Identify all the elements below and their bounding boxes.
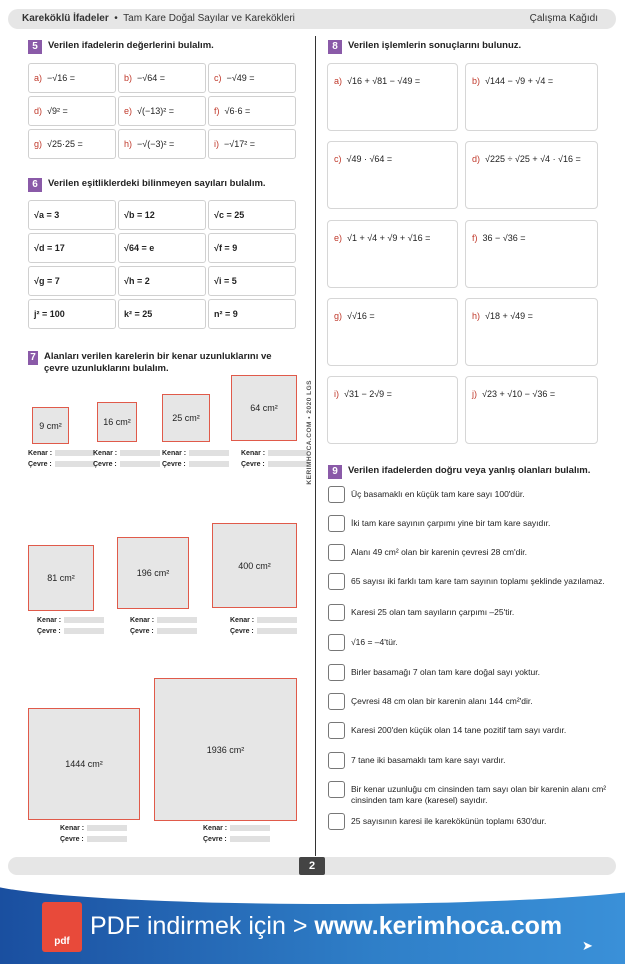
q5-item-label: e) <box>124 106 133 116</box>
q9-statement: Karesi 25 olan tam sayıların çarpımı –25'tir. <box>351 607 515 617</box>
cevre-label: Çevre : <box>130 628 154 635</box>
cevre-field[interactable] <box>93 461 160 468</box>
q8-item-content <box>334 311 375 321</box>
q5-item-expr: −√64 = <box>137 73 165 83</box>
q9-item-11 <box>328 813 613 830</box>
q5-item-label: d) <box>34 106 43 116</box>
cevre-line[interactable] <box>64 628 104 634</box>
cevre-label: Çevre : <box>60 836 84 843</box>
q6-item-expr: √d = 17 <box>34 243 65 253</box>
square-0 <box>32 407 69 444</box>
square-area: 25 cm² <box>172 413 200 423</box>
q8-item-expr: √225 ÷ √25 + √4 · √16 = <box>485 154 581 164</box>
square-2 <box>162 394 210 442</box>
q8-item-5[interactable] <box>465 220 598 288</box>
kenar-field[interactable] <box>60 825 127 832</box>
page-number: 2 <box>299 857 325 875</box>
q5-item-7[interactable] <box>118 129 206 159</box>
square-area: 9 cm² <box>39 420 62 431</box>
q6-title: Verilen eşitliklerdeki bilinmeyen sayıları bulalım. <box>48 178 266 189</box>
q8-item-content <box>472 311 533 321</box>
q8-item-label: g) <box>334 311 343 321</box>
q8-item-expr: √31 − 2√9 = <box>344 389 392 399</box>
square-area: 81 cm² <box>47 573 75 583</box>
kenar-line[interactable] <box>257 617 297 623</box>
q9-statement: Bir kenar uzunluğu cm cinsinden tam sayı olan bir karenin alanı cm² cinsinden tam kare (karesel) sayıdır. <box>351 784 607 805</box>
q5-number: 5 <box>28 40 42 54</box>
cevre-field[interactable] <box>162 461 229 468</box>
side-watermark: KERIMHOCA.COM • 2020 LGS <box>306 380 313 485</box>
q9-heading <box>328 465 590 479</box>
square-area: 1936 cm² <box>206 744 245 755</box>
cevre-line[interactable] <box>230 836 270 842</box>
cevre-field[interactable] <box>203 836 270 843</box>
q6-item-expr: j² = 100 <box>34 309 65 319</box>
header-subtitle: Tam Kare Doğal Sayılar ve Karekökleri <box>123 13 295 24</box>
q8-item-label: b) <box>472 76 481 86</box>
kenar-line[interactable] <box>87 825 127 831</box>
q7-title: Alanları verilen karelerin bir kenar uzunluklarını ve çevre uzunluklarını bulalım. <box>44 351 272 374</box>
q8-item-label: h) <box>472 311 481 321</box>
kenar-line[interactable] <box>268 450 308 456</box>
q9-checkbox[interactable] <box>328 634 345 651</box>
q9-checkbox[interactable] <box>328 693 345 710</box>
q5-item-label: g) <box>34 139 43 149</box>
q5-item-expr: √9² = <box>47 106 68 116</box>
q6-item-11[interactable] <box>208 299 296 329</box>
cevre-field[interactable] <box>37 628 104 635</box>
kenar-field[interactable] <box>203 825 270 832</box>
q9-number: 9 <box>328 465 342 479</box>
q8-item-content <box>334 76 420 86</box>
cevre-label: Çevre : <box>93 461 117 468</box>
q9-item-1 <box>328 515 613 532</box>
cevre-field[interactable] <box>230 628 297 635</box>
banner-prefix: PDF indirmek için > <box>90 912 315 940</box>
q5-item-label: f) <box>214 106 220 116</box>
cevre-line[interactable] <box>268 461 308 467</box>
q8-item-content <box>472 154 581 164</box>
kenar-label: Kenar : <box>241 450 266 457</box>
q5-heading <box>28 40 214 54</box>
square-8 <box>154 678 297 821</box>
square-area: 196 cm² <box>136 568 170 578</box>
q6-item-expr: √h = 2 <box>124 276 150 286</box>
q9-item-2 <box>328 544 613 561</box>
cevre-line[interactable] <box>55 461 95 467</box>
q5-item-8[interactable] <box>208 129 296 159</box>
square-4 <box>28 545 94 611</box>
kenar-label: Kenar : <box>28 450 53 457</box>
q6-item-expr: k² = 25 <box>124 309 153 319</box>
q5-item-label: b) <box>124 73 133 83</box>
q6-item-expr: √g = 7 <box>34 276 60 286</box>
q5-item-label: h) <box>124 139 133 149</box>
cevre-line[interactable] <box>257 628 297 634</box>
q5-item-2[interactable] <box>208 63 296 93</box>
kenar-line[interactable] <box>157 617 197 623</box>
q9-checkbox[interactable] <box>328 573 345 590</box>
kenar-field[interactable] <box>37 617 104 624</box>
column-divider <box>315 36 316 856</box>
q9-checkbox[interactable] <box>328 664 345 681</box>
q6-item-7[interactable] <box>118 266 206 296</box>
q6-item-expr: √c = 25 <box>214 210 245 220</box>
q6-item-expr: n² = 9 <box>214 309 238 319</box>
kenar-line[interactable] <box>64 617 104 623</box>
q6-item-8[interactable] <box>208 266 296 296</box>
q5-title: Verilen ifadelerin değerlerini bulalım. <box>48 40 214 51</box>
kenar-label: Kenar : <box>130 617 155 624</box>
q9-statement: İki tam kare sayının çarpımı yine bir tam kare sayıdır. <box>351 518 551 528</box>
q9-item-3 <box>328 573 613 590</box>
q9-checkbox[interactable] <box>328 752 345 769</box>
q9-item-5 <box>328 634 613 651</box>
q9-checkbox[interactable] <box>328 781 345 798</box>
banner-url[interactable]: www.kerimhoca.com <box>314 912 563 940</box>
square-area: 400 cm² <box>238 560 271 571</box>
q5-item-label: c) <box>214 73 222 83</box>
square-6 <box>212 523 297 608</box>
pdf-icon <box>42 902 82 952</box>
q9-item-10 <box>328 781 613 806</box>
q8-item-7[interactable] <box>465 298 598 366</box>
q9-statement: 7 tane iki basamaklı tam kare sayı vardır. <box>351 755 506 765</box>
square-area: 16 cm² <box>103 417 131 427</box>
header-title: Kareköklü İfadeler <box>22 13 109 24</box>
q8-item-label: d) <box>472 154 481 164</box>
kenar-label: Kenar : <box>203 825 228 832</box>
q5-item-expr: −√17² = <box>224 139 255 149</box>
cevre-label: Çevre : <box>203 836 227 843</box>
q9-item-7 <box>328 693 613 710</box>
q9-checkbox[interactable] <box>328 604 345 621</box>
q6-item-2[interactable] <box>208 200 296 230</box>
q8-item-expr: √1 + √4 + √9 + √16 = <box>347 233 431 243</box>
square-1 <box>97 402 137 442</box>
q8-item-content <box>334 233 430 243</box>
q5-item-expr: √(−13)² = <box>137 106 174 116</box>
q8-item-content <box>472 389 555 399</box>
q8-item-content <box>334 389 392 399</box>
q6-number: 6 <box>28 178 42 192</box>
q6-item-expr: √b = 12 <box>124 210 155 220</box>
q5-item-expr: −√(−3)² = <box>137 139 175 149</box>
q8-item-3[interactable] <box>465 141 598 209</box>
kenar-field[interactable] <box>162 450 229 457</box>
q9-item-9 <box>328 752 613 769</box>
q5-item-label: a) <box>34 73 43 83</box>
q6-item-3[interactable] <box>28 233 116 263</box>
q9-statement: Karesi 200'den küçük olan 14 tane pozitif tam sayı vardır. <box>351 725 567 735</box>
kenar-field[interactable] <box>130 617 197 624</box>
kenar-line[interactable] <box>55 450 95 456</box>
cevre-line[interactable] <box>87 836 127 842</box>
kenar-line[interactable] <box>189 450 229 456</box>
q9-item-8 <box>328 722 613 739</box>
cevre-field[interactable] <box>60 836 127 843</box>
q8-item-1[interactable] <box>465 63 598 131</box>
q6-heading <box>28 178 266 192</box>
q8-item-label: c) <box>334 154 342 164</box>
q6-item-0[interactable] <box>28 200 116 230</box>
square-7 <box>28 708 140 820</box>
cevre-label: Çevre : <box>162 461 186 468</box>
q9-statement: 25 sayısının karesi ile karekökünün toplamı 630'dur. <box>351 816 547 826</box>
q9-checkbox[interactable] <box>328 544 345 561</box>
kenar-label: Kenar : <box>37 617 62 624</box>
q8-item-label: i) <box>334 389 339 399</box>
pdf-icon-label: pdf <box>54 936 70 947</box>
q9-title: Verilen ifadelerden doğru veya yanlış olanları bulalım. <box>348 465 591 476</box>
q8-item-8[interactable] <box>327 376 458 444</box>
q6-item-6[interactable] <box>28 266 116 296</box>
q9-statement: Birler basamağı 7 olan tam kare doğal sayı yoktur. <box>351 667 540 677</box>
q9-checkbox[interactable] <box>328 515 345 532</box>
cevre-field[interactable] <box>28 461 95 468</box>
cevre-label: Çevre : <box>230 628 254 635</box>
q6-item-9[interactable] <box>28 299 116 329</box>
q8-item-expr: √144 − √9 + √4 = <box>485 76 554 86</box>
q9-statement: Çevresi 48 cm olan bir karenin alanı 144 cm²'dir. <box>351 696 533 706</box>
square-area: 64 cm² <box>250 403 278 413</box>
q6-item-expr: √a = 3 <box>34 210 60 220</box>
header-right: Çalışma Kağıdı <box>529 13 598 24</box>
q9-item-4 <box>328 604 613 621</box>
q8-item-0[interactable] <box>327 63 458 131</box>
q6-item-10[interactable] <box>118 299 206 329</box>
q8-item-expr: √18 + √49 = <box>485 311 533 321</box>
kenar-field[interactable] <box>28 450 95 457</box>
q6-item-expr: √64 = e <box>124 243 155 253</box>
q8-item-expr: √√16 = <box>347 311 375 321</box>
q8-item-expr: √23 + √10 − √36 = <box>482 389 556 399</box>
q8-item-9[interactable] <box>465 376 598 444</box>
cevre-field[interactable] <box>130 628 197 635</box>
cevre-line[interactable] <box>157 628 197 634</box>
q8-heading <box>328 40 521 54</box>
q8-item-4[interactable] <box>327 220 458 288</box>
kenar-label: Kenar : <box>60 825 85 832</box>
q5-item-expr: −√49 = <box>226 73 255 83</box>
q8-item-label: j) <box>472 389 477 399</box>
q5-item-label: i) <box>214 139 219 149</box>
q9-checkbox[interactable] <box>328 813 345 830</box>
q9-statement: 65 sayısı iki farklı tam kare tam sayının toplamı şeklinde yazılamaz. <box>351 576 605 586</box>
q5-item-1[interactable] <box>118 63 206 93</box>
q5-item-0[interactable] <box>28 63 116 93</box>
kenar-line[interactable] <box>120 450 160 456</box>
q8-item-expr: √49 · √64 = <box>346 154 393 164</box>
q8-item-content <box>334 154 392 164</box>
q5-item-expr: −√16 = <box>47 73 75 83</box>
cevre-label: Çevre : <box>28 461 52 468</box>
cursor-icon: ➤ <box>582 938 593 953</box>
q8-item-content <box>472 76 553 86</box>
q8-item-label: e) <box>334 233 343 243</box>
cevre-line[interactable] <box>189 461 229 467</box>
q8-item-label: f) <box>472 233 478 243</box>
q8-item-expr: √16 + √81 − √49 = <box>347 76 421 86</box>
cevre-field[interactable] <box>241 461 308 468</box>
q8-item-expr: 36 − √36 = <box>482 233 526 243</box>
q5-item-3[interactable] <box>28 96 116 126</box>
q8-item-label: a) <box>334 76 343 86</box>
q8-title: Verilen işlemlerin sonuçlarını bulunuz. <box>348 40 522 51</box>
q5-item-6[interactable] <box>28 129 116 159</box>
q8-item-6[interactable] <box>327 298 458 366</box>
banner-text[interactable] <box>90 912 562 941</box>
q7-heading <box>28 351 298 375</box>
q6-item-expr: √f = 9 <box>214 243 238 253</box>
q6-item-expr: √i = 5 <box>214 276 237 286</box>
kenar-field[interactable] <box>230 617 297 624</box>
q6-item-4[interactable] <box>118 233 206 263</box>
q9-statement: Üç basamaklı en küçük tam kare sayı 100'dür. <box>351 489 525 499</box>
kenar-label: Kenar : <box>230 617 255 624</box>
q5-item-4[interactable] <box>118 96 206 126</box>
q6-item-5[interactable] <box>208 233 296 263</box>
cevre-label: Çevre : <box>241 461 265 468</box>
q5-item-5[interactable] <box>208 96 296 126</box>
square-5 <box>117 537 189 609</box>
q9-checkbox[interactable] <box>328 486 345 503</box>
q7-number: 7 <box>28 351 38 365</box>
kenar-field[interactable] <box>241 450 308 457</box>
kenar-field[interactable] <box>93 450 160 457</box>
q8-item-2[interactable] <box>327 141 458 209</box>
q9-item-6 <box>328 664 613 681</box>
cevre-line[interactable] <box>120 461 160 467</box>
q5-item-expr: √25·25 = <box>47 139 83 149</box>
q9-statement: Alanı 49 cm² olan bir karenin çevresi 28 cm'dir. <box>351 547 527 557</box>
q6-item-1[interactable] <box>118 200 206 230</box>
header-bar: Kareköklü İfadeler • Tam Kare Doğal Sayılar ve Karekökleri Çalışma Kağıdı <box>8 9 616 29</box>
kenar-line[interactable] <box>230 825 270 831</box>
cevre-label: Çevre : <box>37 628 61 635</box>
kenar-label: Kenar : <box>162 450 187 457</box>
q8-number: 8 <box>328 40 342 54</box>
q9-checkbox[interactable] <box>328 722 345 739</box>
kenar-label: Kenar : <box>93 450 118 457</box>
q5-item-expr: √6·6 = <box>224 106 251 116</box>
square-area: 1444 cm² <box>65 759 103 769</box>
q8-item-content <box>472 233 525 243</box>
q9-statement: √16 = –4'tür. <box>351 637 398 647</box>
q9-item-0 <box>328 486 613 503</box>
square-3 <box>231 375 297 441</box>
